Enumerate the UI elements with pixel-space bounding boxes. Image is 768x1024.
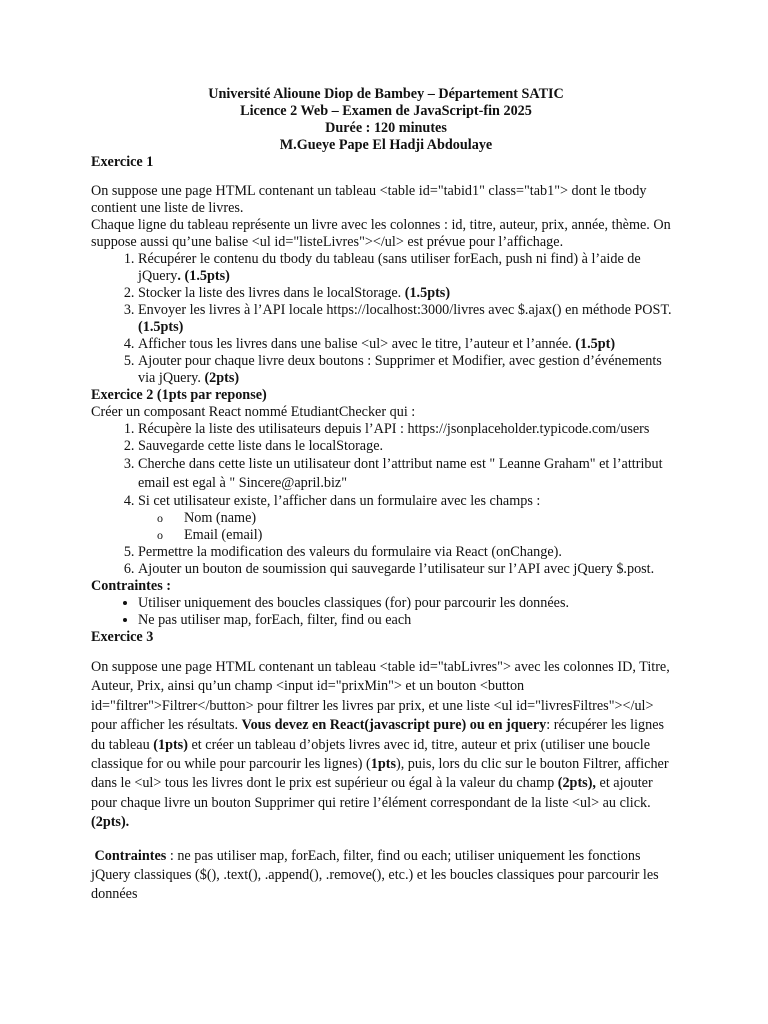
- ex1-item: 2. Stocker la liste des livres dans le localStorage. (1.5pts): [138, 285, 681, 302]
- ex3-title: Exercice 3: [91, 629, 154, 645]
- ex1-list: [91, 251, 681, 387]
- ex2-constraints-list: [91, 595, 681, 629]
- ex3-paragraph: On suppose une page HTML contenant un tableau <table id="tabLivres"> avec les colonnes ID, Titre, Auteur, Prix, ainsi qu’un champ <input id="prixMin"> et un bouton <button id="filtrer">Filtrer</button> pour filtrer les livres par prix, et une liste <ul id="livresFiltres"></ul> pour afficher les résultats. Vous devez en React(javascript pure) ou en jquery: récupérer les lignes du tableau (1pts) et créer un tableau d’objets livres avec id, titre, auteur et prix (utiliser une boucle classique for ou while pour parcourir les lignes) (1pts), puis, lors du clic sur le bouton Filtrer, afficher dans le <ul> tous les livres dont le prix est supérieur ou égal à la valeur du champ (2pts), et ajouter pour chaque livre un bouton Supprimer qui retire l’élément correspondant de la liste <ul> au click. (2pts).: [91, 659, 670, 831]
- ex2-sublist: [138, 510, 681, 544]
- teacher-line: M.Gueye Pape El Hadji Abdoulaye: [279, 137, 493, 153]
- ex1-intro-2: Chaque ligne du tableau représente un livre avec les colonnes : id, titre, auteur, prix, année, thème. On suppose aussi qu’une balise <ul id="listeLivres"></ul> est prévue pour l’affichage.: [91, 217, 671, 250]
- ex2-title: Exercice 2 (1pts par reponse): [91, 387, 267, 403]
- ex2-item: 4. Si cet utilisateur existe, l’afficher dans un formulaire avec les champs : o Nom (name) o Email (email): [138, 493, 681, 544]
- university-line: Université Alioune Diop de Bambey – Département SATIC: [208, 86, 564, 102]
- ex1-title: Exercice 1: [91, 154, 154, 170]
- ex1-item: 5. Ajouter pour chaque livre deux boutons : Supprimer et Modifier, avec gestion d’événements via jQuery. (2pts): [138, 353, 681, 387]
- ex1-item: 4. Afficher tous les livres dans une balise <ul> avec le titre, l’auteur et l’année. (1.5pt): [138, 336, 681, 353]
- ex2-item: 6. Ajouter un bouton de soumission qui sauvegarde l’utilisateur sur l’API avec jQuery $.post.: [138, 561, 681, 578]
- exam-document: [91, 86, 681, 905]
- ex2-subitem: o Nom (name): [184, 510, 681, 527]
- ex2-item: 5. Permettre la modification des valeurs du formulaire via React (onChange).: [138, 544, 681, 561]
- ex1-item: 3. Envoyer les livres à l’API locale https://localhost:3000/livres avec $.ajax() en méthode POST. (1.5pts): [138, 302, 681, 336]
- constraint-item: • Ne pas utiliser map, forEach, filter, find ou each: [138, 612, 681, 629]
- ex2-item: 2. Sauvegarde cette liste dans le localStorage.: [138, 438, 681, 455]
- ex2-item: 3. Cherche dans cette liste un utilisateur dont l’attribut name est " Leanne Graham" et l’attribut email est egal à " Sincere@april.biz": [138, 455, 681, 493]
- ex2-item: 1. Récupère la liste des utilisateurs depuis l’API : https://jsonplaceholder.typicode.com/users: [138, 421, 681, 438]
- ex2-intro: Créer un composant React nommé EtudiantChecker qui :: [91, 404, 416, 420]
- duration-line: Durée : 120 minutes: [325, 120, 447, 136]
- course-line: Licence 2 Web – Examen de JavaScript-fin 2025: [240, 103, 532, 119]
- ex2-subitem: o Email (email): [184, 527, 681, 544]
- ex2-constraints-title: Contraintes :: [91, 578, 171, 594]
- ex1-intro-1: On suppose une page HTML contenant un tableau <table id="tabid1" class="tab1"> dont le tbody contient une liste de livres.: [91, 183, 647, 216]
- ex3-constraints: Contraintes : ne pas utiliser map, forEach, filter, find ou each; utiliser uniquement les fonctions jQuery classiques ($(), .text(), .append(), .remove(), etc.) et les boucles classiques pour parcourir les données: [91, 847, 659, 903]
- header: [91, 86, 681, 154]
- constraint-item: • Utiliser uniquement des boucles classiques (for) pour parcourir les données.: [138, 595, 681, 612]
- ex2-list: [91, 421, 681, 578]
- ex1-item: 1. Récupérer le contenu du tbody du tableau (sans utiliser forEach, push ni find) à l’aide de jQuery. (1.5pts): [138, 251, 681, 285]
